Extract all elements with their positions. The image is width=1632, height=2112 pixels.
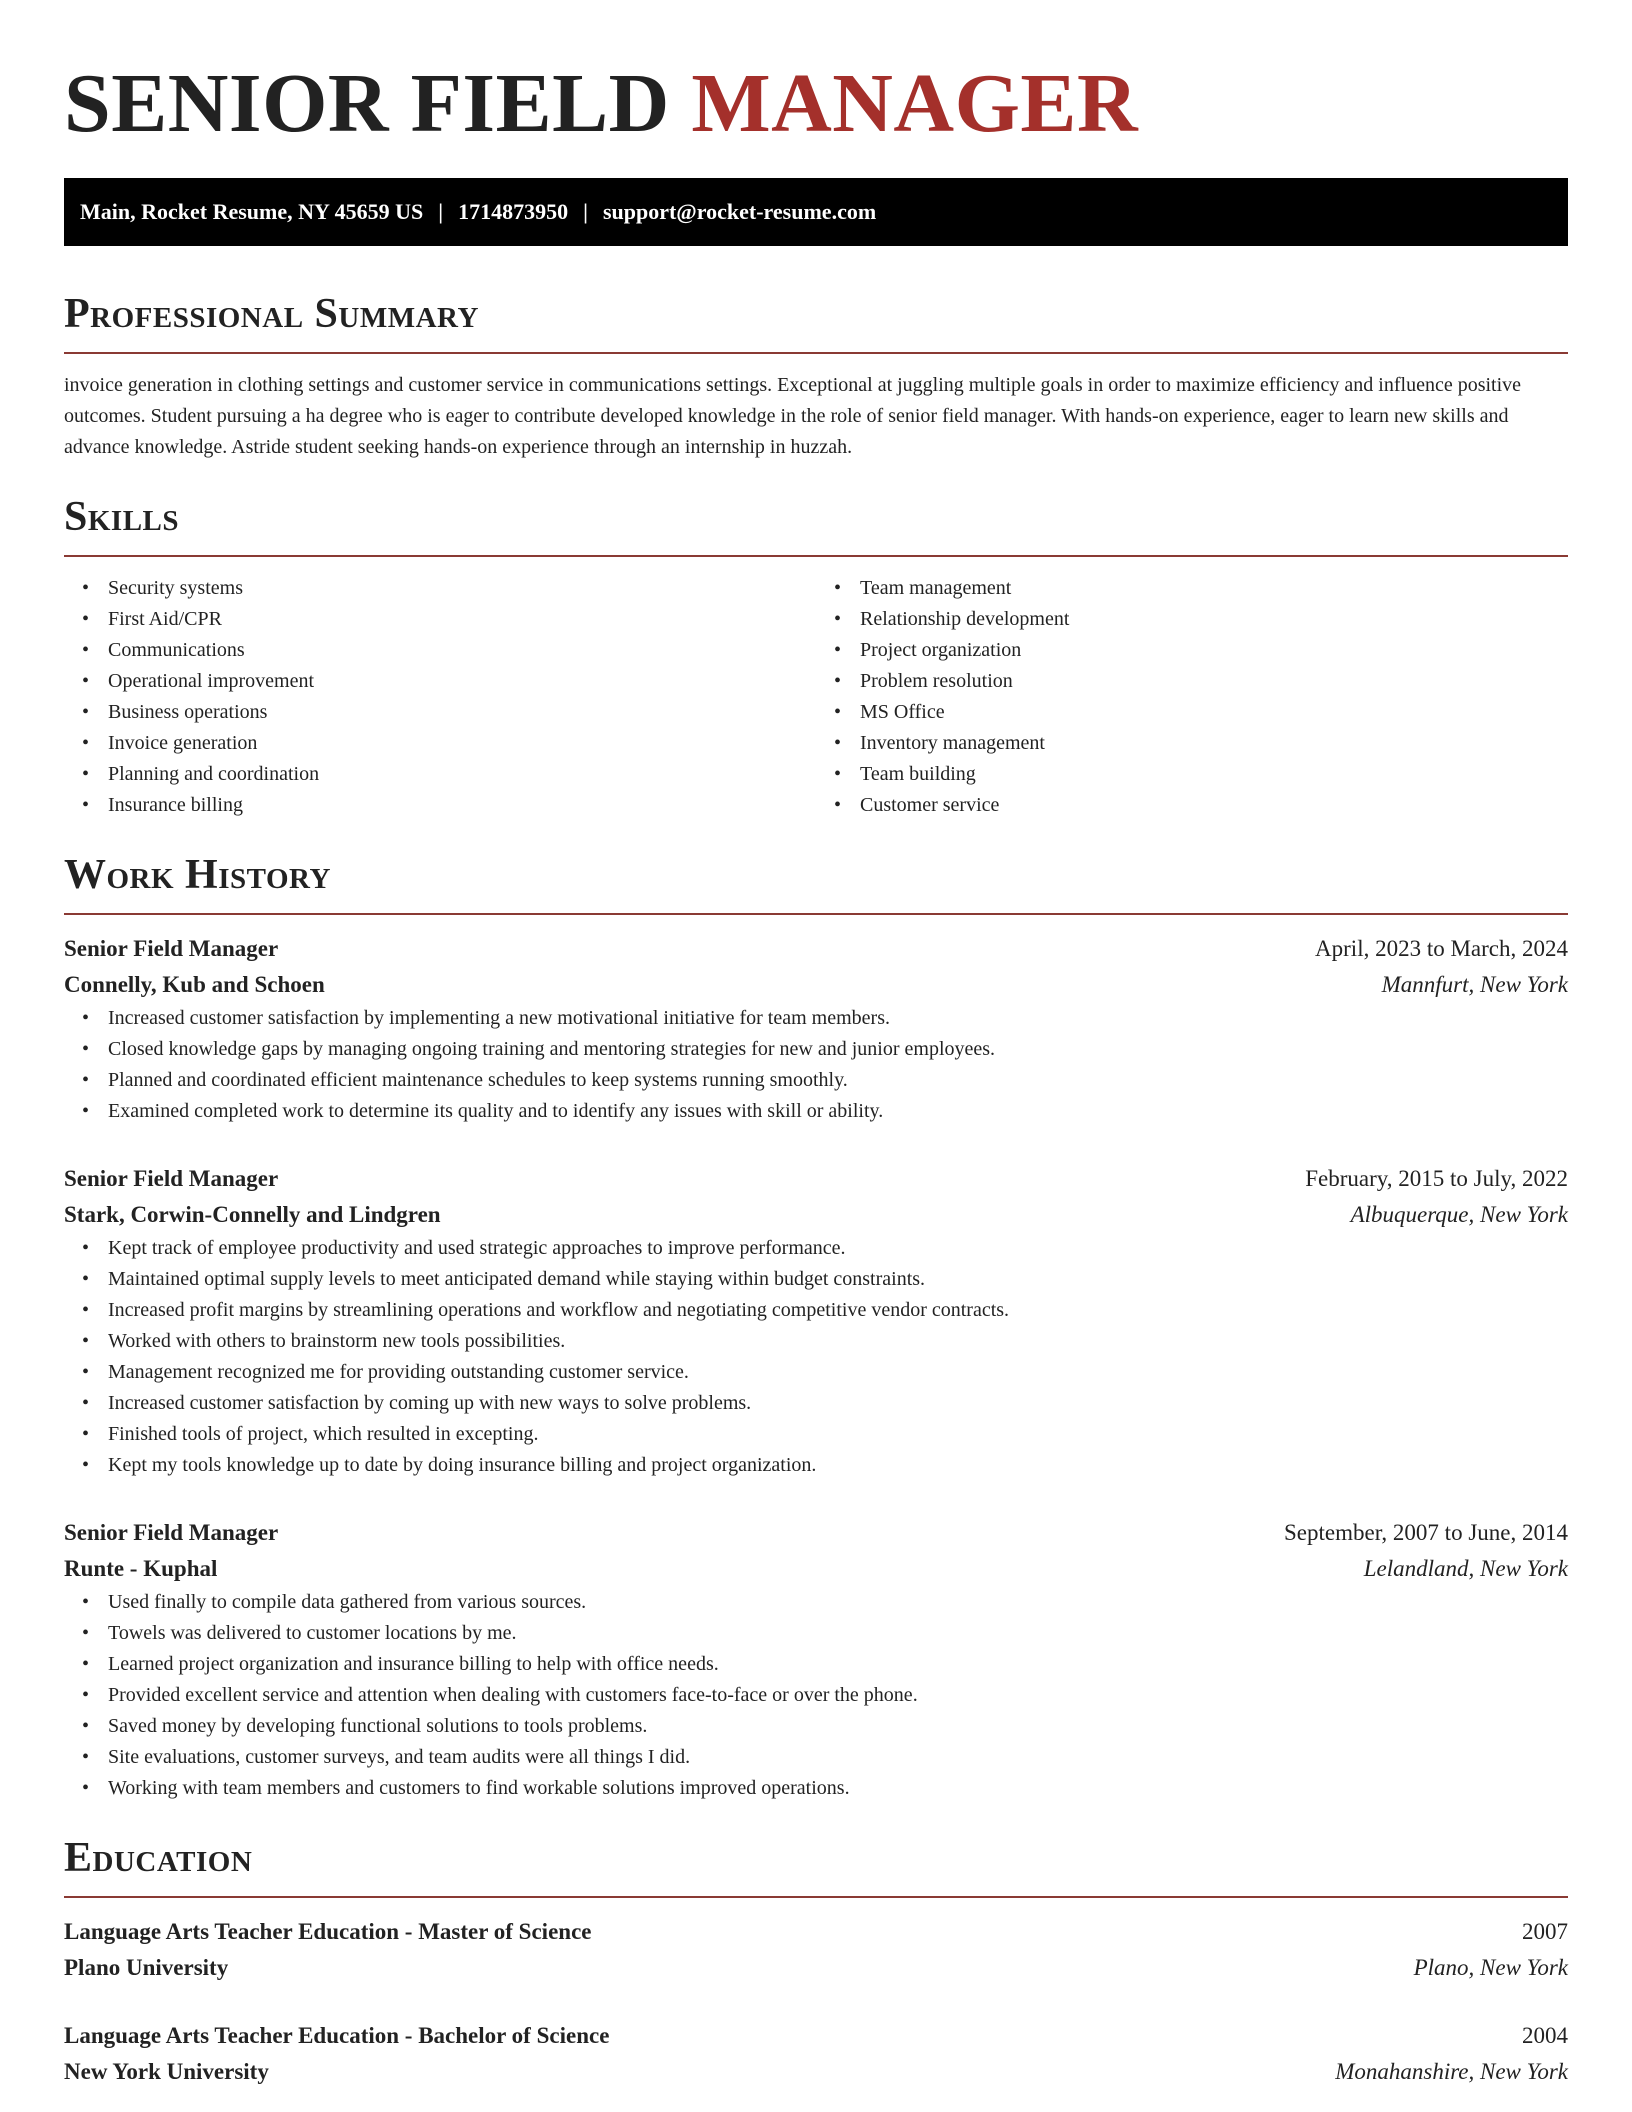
job-bullet: • Kept my tools knowledge up to date by doing insurance billing and project organization. bbox=[108, 1450, 1568, 1481]
work-history-section bbox=[64, 851, 1568, 1804]
education-degree: Language Arts Teacher Education - Bachelor of Science bbox=[64, 2023, 610, 2048]
job-title: Senior Field Manager bbox=[64, 1520, 279, 1545]
skill-item: • Inventory management bbox=[860, 728, 1568, 759]
name-part-2: MANAGER bbox=[691, 57, 1139, 150]
job-dates: September, 2007 to June, 2014 bbox=[1284, 1520, 1568, 1545]
skill-item: • First Aid/CPR bbox=[108, 604, 816, 635]
education-school: Plano University bbox=[64, 1955, 229, 1980]
job-entry bbox=[64, 931, 1568, 1127]
job-company-row bbox=[64, 1197, 1568, 1233]
education-degree-row bbox=[64, 1914, 1568, 1950]
section-divider bbox=[64, 913, 1568, 915]
job-bullet: • Working with team members and customers to find workable solutions improved operations. bbox=[108, 1773, 1568, 1804]
education-location: Monahanshire, New York bbox=[1335, 2059, 1568, 2084]
skills-column-right bbox=[816, 573, 1568, 821]
job-entry bbox=[64, 1515, 1568, 1804]
section-title-work-history: Work History bbox=[64, 852, 331, 898]
name-part-1: SENIOR FIELD bbox=[64, 57, 670, 150]
section-divider bbox=[64, 352, 1568, 354]
skills-column-left bbox=[64, 573, 816, 821]
job-bullet: • Increased customer satisfaction by implementing a new motivational initiative for team members. bbox=[108, 1003, 1568, 1034]
section-title-summary: Professional Summary bbox=[64, 291, 479, 337]
contact-separator: | bbox=[583, 199, 588, 224]
skill-item: • Team management bbox=[860, 573, 1568, 604]
summary-section bbox=[64, 290, 1568, 463]
job-bullet: • Management recognized me for providing outstanding customer service. bbox=[108, 1357, 1568, 1388]
skill-item: • Problem resolution bbox=[860, 666, 1568, 697]
job-header-row bbox=[64, 931, 1568, 967]
education-year: 2007 bbox=[1522, 1919, 1568, 1944]
section-title-skills: Skills bbox=[64, 494, 180, 540]
job-dates: February, 2015 to July, 2022 bbox=[1305, 1166, 1568, 1191]
skill-item: • Operational improvement bbox=[108, 666, 816, 697]
job-bullet: • Kept track of employee productivity and used strategic approaches to improve performance. bbox=[108, 1233, 1568, 1264]
skill-item: • Security systems bbox=[108, 573, 816, 604]
education-section bbox=[64, 1834, 1568, 2090]
contact-separator: | bbox=[438, 199, 444, 224]
skill-item: • Team building bbox=[860, 759, 1568, 790]
education-school: New York University bbox=[64, 2059, 269, 2084]
skill-item: • Customer service bbox=[860, 790, 1568, 821]
skill-item: • Planning and coordination bbox=[108, 759, 816, 790]
skills-grid bbox=[64, 573, 1568, 821]
job-bullet: • Maintained optimal supply levels to meet anticipated demand while staying within budget constraints. bbox=[108, 1264, 1568, 1295]
education-entry bbox=[64, 2018, 1568, 2090]
job-company: Connelly, Kub and Schoen bbox=[64, 972, 325, 997]
job-bullet: • Increased profit margins by streamlining operations and workflow and negotiating competitive vendor contracts. bbox=[108, 1295, 1568, 1326]
contact-email: support@rocket-resume.com bbox=[602, 199, 877, 224]
education-degree: Language Arts Teacher Education - Master of Science bbox=[64, 1919, 592, 1944]
job-bullet: • Saved money by developing functional solutions to tools problems. bbox=[108, 1711, 1568, 1742]
contact-phone: 1714873950 bbox=[458, 199, 569, 224]
skill-item: • Relationship development bbox=[860, 604, 1568, 635]
job-entry bbox=[64, 1161, 1568, 1481]
job-bullet-list bbox=[64, 1003, 1568, 1127]
job-bullet: • Used finally to compile data gathered from various sources. bbox=[108, 1587, 1568, 1618]
skill-item: • Project organization bbox=[860, 635, 1568, 666]
job-title: Senior Field Manager bbox=[64, 1166, 279, 1191]
job-header-row bbox=[64, 1161, 1568, 1197]
resume-name bbox=[64, 0, 1568, 152]
skill-item: • Communications bbox=[108, 635, 816, 666]
job-bullet: • Towels was delivered to customer locations by me. bbox=[108, 1618, 1568, 1649]
job-company: Stark, Corwin-Connelly and Lindgren bbox=[64, 1202, 441, 1227]
job-location: Lelandland, New York bbox=[1363, 1556, 1568, 1581]
job-bullet-list bbox=[64, 1233, 1568, 1481]
job-location: Mannfurt, New York bbox=[1381, 972, 1568, 997]
section-title-education: Education bbox=[64, 1835, 253, 1881]
job-company: Runte - Kuphal bbox=[64, 1556, 218, 1581]
section-divider bbox=[64, 555, 1568, 557]
education-school-row bbox=[64, 1950, 1568, 1986]
job-bullet: • Planned and coordinated efficient maintenance schedules to keep systems running smoothly. bbox=[108, 1065, 1568, 1096]
job-bullet: • Learned project organization and insurance billing to help with office needs. bbox=[108, 1649, 1568, 1680]
education-entry bbox=[64, 1914, 1568, 1986]
education-location: Plano, New York bbox=[1413, 1955, 1568, 1980]
skill-item: • Business operations bbox=[108, 697, 816, 728]
job-bullet: • Increased customer satisfaction by coming up with new ways to solve problems. bbox=[108, 1388, 1568, 1419]
skills-section bbox=[64, 493, 1568, 821]
job-bullet: • Site evaluations, customer surveys, and team audits were all things I did. bbox=[108, 1742, 1568, 1773]
skill-item: • MS Office bbox=[860, 697, 1568, 728]
education-year: 2004 bbox=[1522, 2023, 1568, 2048]
education-school-row bbox=[64, 2054, 1568, 2090]
job-dates: April, 2023 to March, 2024 bbox=[1315, 936, 1568, 961]
contact-bar bbox=[64, 178, 1568, 246]
job-bullet: • Worked with others to brainstorm new tools possibilities. bbox=[108, 1326, 1568, 1357]
job-bullet-list bbox=[64, 1587, 1568, 1804]
job-company-row bbox=[64, 967, 1568, 1003]
skill-item: • Insurance billing bbox=[108, 790, 816, 821]
job-title: Senior Field Manager bbox=[64, 936, 279, 961]
education-degree-row bbox=[64, 2018, 1568, 2054]
summary-text: invoice generation in clothing settings and customer service in communications settings. Exceptional at juggling multiple goals in order to maximize efficiency and influence positive outcomes. Student pursuing a ha degree who is eager to contribute developed knowledge in the role of senior field manager. With hands-on experience, eager to learn new skills and advance knowledge. Astride student seeking hands-on experience through an internship in huzzah. bbox=[64, 374, 1522, 458]
job-company-row bbox=[64, 1551, 1568, 1587]
section-divider bbox=[64, 1896, 1568, 1898]
job-location: Albuquerque, New York bbox=[1350, 1202, 1568, 1227]
job-bullet: • Examined completed work to determine its quality and to identify any issues with skill or ability. bbox=[108, 1096, 1568, 1127]
job-header-row bbox=[64, 1515, 1568, 1551]
job-bullet: • Finished tools of project, which resulted in excepting. bbox=[108, 1419, 1568, 1450]
skill-item: • Invoice generation bbox=[108, 728, 816, 759]
job-bullet: • Closed knowledge gaps by managing ongoing training and mentoring strategies for new and junior employees. bbox=[108, 1034, 1568, 1065]
job-bullet: • Provided excellent service and attention when dealing with customers face-to-face or over the phone. bbox=[108, 1680, 1568, 1711]
contact-address: Main, Rocket Resume, NY 45659 US bbox=[80, 199, 424, 224]
